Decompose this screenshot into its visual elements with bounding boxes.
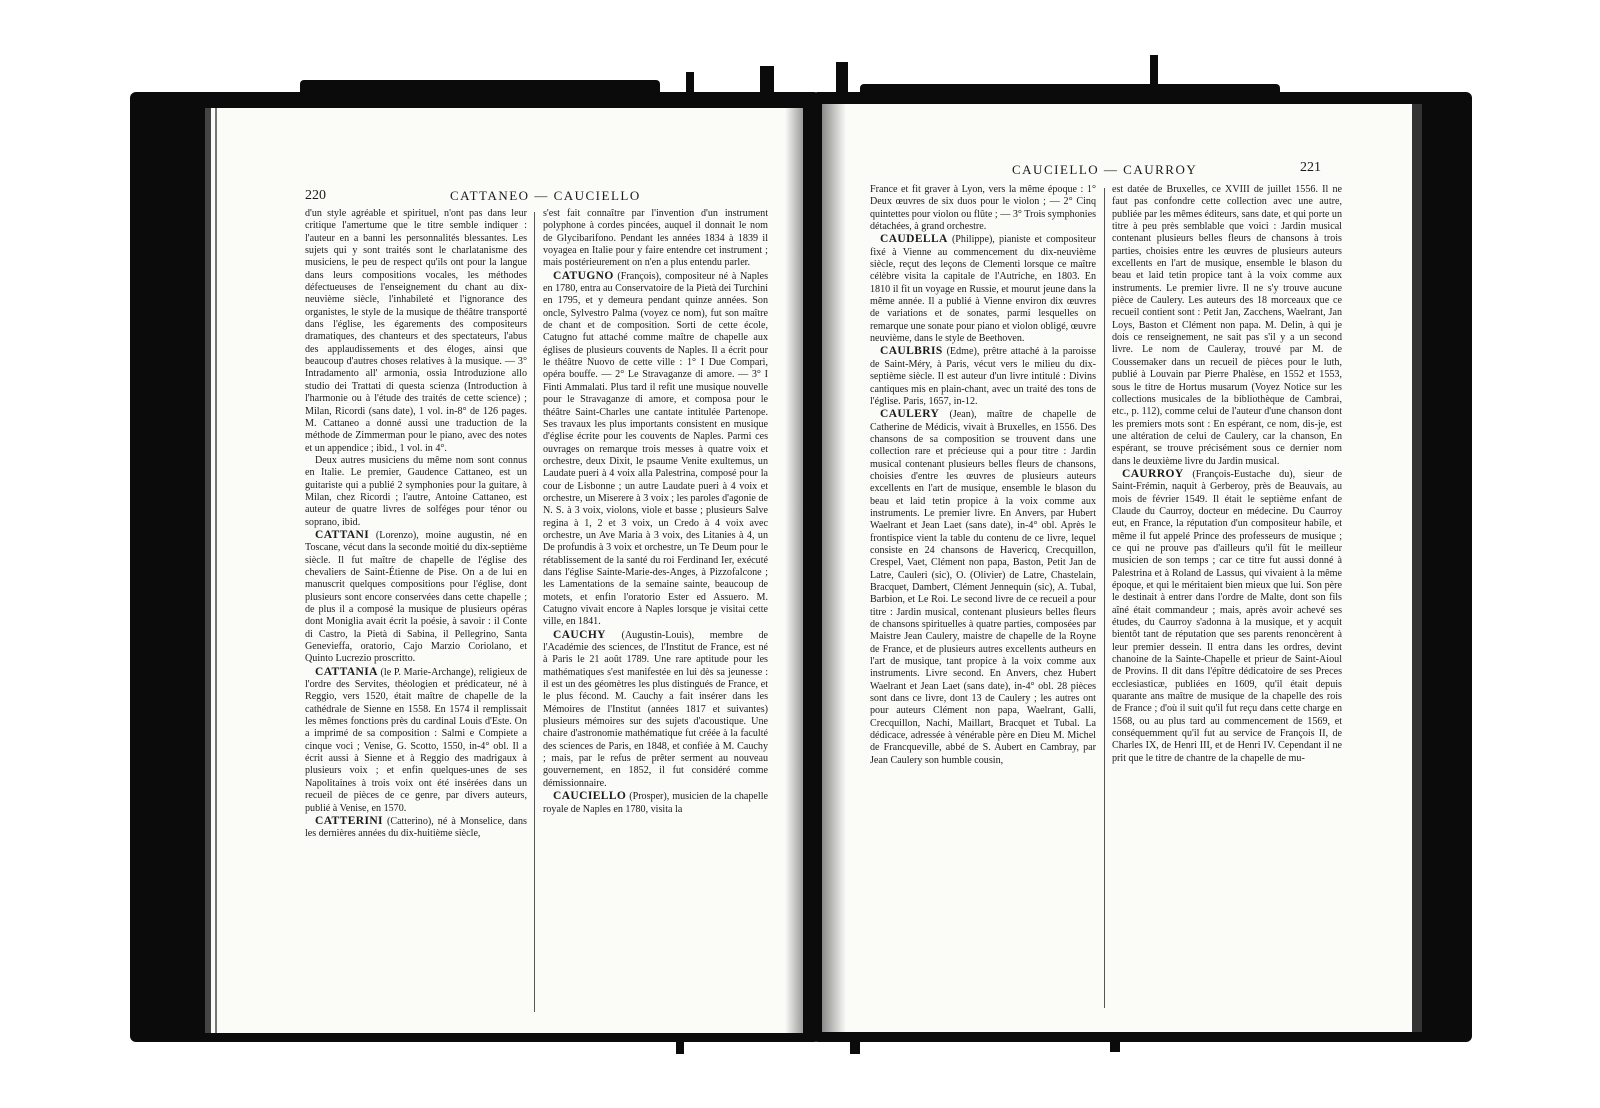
entry-text: d'un style agréable et spirituel, n'ont pas dans leur critique l'amertume que le titre semble indiquer : l'auteur en a banni les personnalités blessantes. Les sujets qui y sont traités sont le charlatanisme des musiciens, le peu de respect qu'ils ont pour la langue dans leurs compositions vocales, les méthodes défectueuses de l'enseignement du chant au dix-neuvième siècle, l'inhabileté et l'ignorance des organistes, le style de la musique de théâtre transporté dans l'église, les égarements des compositeurs dramatiques, des chanteurs et des spectateurs, l'abus des applaudissements et des éloges, ainsi que beaucoup d'autres choses relatives à la musique. — 3° Intradamento all' armonia, ossia Introduzione allo studio dei Trattati di questa scienza (Introduction à l'harmonie ou à l'étude des traités de cette science) ; Milan, Ricordi (sans date), 1 vol. in-8° de 126 pages. M. Cattaneo a donné aussi une traduction de la méthode de Zimmerman pour le piano, avec des notes et un appendice ; ibid., 1 vol. in 4°. (305, 208, 527, 454)
entry-text: France et fit graver à Lyon, vers la même époque : 1° Deux œuvres de six duos pour le violon ; — 2° Cinq quintettes pour violon ou flûte ; — 3° Trois symphonies détachées, à grand orchestre. (870, 184, 1096, 233)
entry-paragraph (870, 233, 1096, 345)
entry-text: (Philippe), pianiste et compositeur fixé à Vienne au commencement du dix-neuvième siècle, reçut des leçons de Clementi lorsque ce maître célèbre visita la capitale de l'Autriche, en 1803. En 1810 il fit un voyage en Russie, et mourut jeune dans la même année. Il a publié à Vienne environ dix œuvres de variations et de sonates, parmi lesquelles on remarque une sonate pour piano et violon obligé, œuvre neuvième, dans le style de Beethoven. (870, 234, 1096, 345)
bookmark-tab-4 (1150, 55, 1158, 97)
left-column-1 (305, 208, 527, 1033)
entry-text: (le P. Marie-Archange), religieux de l'ordre des Servites, théologien et prédicateur, né à Reggio, vers 1520, était maître de chapelle de la cathédrale de Sienne en 1558. En 1574 il remplissait les mêmes fonctions près du cardinal Louis d'Este. On a imprimé de sa composition : Salmi e Compiete a cinque voci ; Venise, G. Scotto, 1550, in-4° obl. Il a écrit aussi à Sienne et à Reggio des madrigaux à plusieurs voix ; et enfin quelques-unes de ses Napolitaines à trois voix ont été insérées dans un recueil de pièces de ce genre, par divers auteurs, publié à Venise, en 1570. (305, 666, 527, 814)
bookmark-tab-3 (836, 62, 848, 102)
left-page-stacked-edges (205, 108, 211, 1033)
entry-paragraph (870, 184, 1096, 233)
right-running-head: CAUCIELLO — CAURROY (1012, 162, 1198, 177)
entry-text: (François), compositeur né à Naples en 1780, entra au Conservatoire de la Pietà dei Turchini en 1795, et y demeura pendant quinze années. Son oncle, Sylvestro Palma (voyez ce nom), fut son maître de chant et de composition. Sorti de cette école, Catugno fut attaché comme maître de chapelle aux églises de plusieurs couvents de Naples. Il a écrit pour le théâtre Nuovo de cette ville : 1° I Due Compari, opéra bouffe. — 2° Le Stravaganze di amore. — 3° I Finti Ammalati. Plus tard il refit une musique nouvelle pour le Stravaganze di amore, et composa pour le théâtre Saint-Charles une cantate intitulée Partenope. Ses travaux les plus importants consistent en musique d'église écrite pour les couvents de Naples. Parmi ces ouvrages on remarque trois messes à quatre voix et orchestre, deux Dixit, le psaume Venite exultemus, un Laudate pueri à 4 voix alla Palestrina, composé pour la cour de Lisbonne ; un autre Laudate pueri à 4 voix et orchestre, un Miserere à 3 voix ; les paroles d'agonie de N. S. à 3 voix, violons, viole et basse ; plusieurs Salve regina à 1, 2 et 3 voix, un Credo à 4 voix avec orchestre, un Ave Maria à 3 voix, des Litanies à 4, un De profundis à 3 voix et orchestre, un Te Deum pour le rétablissement de la santé du roi Ferdinand Ier, exécuté dans l'église Sainte-Marie-des-Anges, à Pizzofalcone ; les Lamentations de la semaine sainte, beaucoup de motets, et enfin l'oratorio Ester ed Assuero. M. Catugno vivait encore à Naples lorsque je visitai cette ville, en 1841. (543, 270, 768, 628)
entry-paragraph (305, 666, 527, 815)
right-page (822, 104, 1422, 1032)
entry-text: (Jean), maître de chapelle de Catherine de Médicis, vivait à Bruxelles, en 1556. Des chansons de sa composition se trouvent dans une collection rare et précieuse qui a pour titre : Jardin musical contenant plusieurs belles fleurs de chansons, choisies d'entre les œuvres de plusieurs auteurs excellents en l'art de musique, ensemble le blason du beau et laid tetin propice à la voix comme aux instruments. Le premier livre. En Anvers, par Hubert Waelrant et Jean Laet (sans date), in-4° obl. Après le frontispice vient la table du contenu de ce livre, lequel consiste en 24 chansons de Havericq, Crecquillon, Crespel, Vaet, Clément non papa, Baston, Petit Jan de Latre, Cauleri (sic), O. (Olivier) de Latre, Chastelain, Bracquet, Dambert, Clément Jennequin (sic), A. Tubal, Barbion, et Le Roi. Le second livre de ce recueil a pour titre : Jardin musical, contenant plusieurs belles fleurs de chansons spirituelles à quatre parties, composées par Maistre Jean Caulery, maistre de chapelle de la Royne de France, et de plusieurs autres excellents autheurs en l'art de musique, tant propice à la voix comme aux instruments. Livre second. En Anvers, chez Hubert Waelrant et Jean Laet (sans date), in-4° obl. 28 pièces sont dans ce livre, dont 13 de Caulery ; les autres ont pour auteurs Clément non papa, Waelrant, Galli, Crecquillon, Nachi, Maillart, Bracquet et Tubal. La dédicace, adressée à vénérable père en Dieu M. Michel de Francqueville, abbé de S. Aubert en Cambray, par Jean Caulery son humble cousin, (870, 409, 1096, 766)
entry-text: (Lorenzo), moine augustin, né en Toscane, vécut dans la seconde moitié du dix-septième siècle. Il fut maître de chapelle de l'église des chevaliers de Saint-Étienne de Pise. On a de lui en manuscrit quelques compositions pour l'église, dont plusieurs sont encore conservées dans cette chapelle ; de plus il a composé la musique de plusieurs opéras dont Moniglia avait écrit la poésie, à savoir : il Conte di Castro, la Pietà di Sabina, il Pellegrino, Santa Genevieffa, oratorio, Cajo Marzio Coriolano, et Quinto Lucrezio proscritto. (305, 529, 527, 665)
entry-headword: CATTERINI (315, 814, 383, 827)
left-page-gutter-shadow (785, 108, 803, 1033)
entry-paragraph (305, 815, 527, 841)
entry-paragraph (870, 345, 1096, 408)
entry-paragraph (1112, 468, 1342, 765)
entry-text: est datée de Bruxelles, ce XVIII de juillet 1556. Il ne faut pas confondre cette collection avec une autre, publiée par les mêmes éditeurs, sans date, et qui porte un titre à peu près semblable que voici : Jardin musical contenant plusieurs belles fleurs de chansons à trois parties, choisies entre les œuvres de plusieurs auteurs excellents en l'art de musique, ensemble le blason du beau et laid tetin propice tant à la voix comme aux instruments. Le premier livre. Il ne s'y trouve aucune pièce de Caulery. Les auteurs des 18 morceaux que ce recueil contient sont : Petit Jan, Zacchens, Waelrant, Jan Loys, Baston et Clément non papa. M. Delin, à qui je dois ce renseignement, ne sait pas s'il y a un second livre. Le nom de Cauleray, trouvé par M. de Coussemaker dans un recueil de pièces pour le luth, publié à Louvain par Pierre Phalèse, en 1552 et 1553, sous le titre de Hortus musarum (Voyez Notice sur les collections musicales de la bibliothèque de Cambrai, etc., p. 112), comme celui de l'auteur d'une chanson dont les premiers mots sont : En espérant, ce nom, dis-je, est une altération de celui de Caulery, car la chanson, En espérant, se trouve précisément sous ce dernier nom dans le deuxième livre du Jardin musical. (1112, 184, 1342, 467)
right-column-1 (870, 184, 1096, 1024)
right-column-2 (1112, 184, 1342, 1024)
entry-headword: CAULERY (880, 408, 940, 421)
entry-paragraph (1112, 184, 1342, 468)
entry-text: Deux autres musiciens du même nom sont connus en Italie. Le premier, Gaudence Cattaneo, est un guitariste qui a publié 2 symphonies pour la guitare, à Milan, chez Ricordi ; l'autre, Antoine Cattaneo, est auteur de quatre livres de solféges pour ténor ou soprano, ibid. (305, 454, 527, 528)
right-page-outer-edge (1412, 104, 1422, 1032)
entry-text: (Catterino), né à Monselice, dans les dernières années du dix-huitième siècle, (305, 815, 527, 840)
entry-headword: CAUCHY (553, 628, 606, 641)
entry-paragraph (543, 790, 768, 816)
entry-paragraph (543, 270, 768, 629)
cover-edge-top-left (300, 80, 660, 102)
entry-text: s'est fait connaître par l'invention d'un instrument polyphone à cordes pincées, auquel il donnait le nom de Glycibarifono. Pendant les années 1834 à 1839 il voyagea en Italie pour y faire entendre cet instrument ; mais postérieurement on n'en a plus entendu parler. (543, 208, 768, 269)
entry-paragraph (305, 455, 527, 529)
bookmark-tab-1 (686, 72, 694, 102)
entry-text: (Edme), prêtre attaché à la paroisse de Saint-Méry, à Paris, vécut vers le milieu du dix-septième siècle. Il est auteur d'un livre intitulé : Divins cantiques mis en plain-chant, avec un traité des tons de l'église. Paris, 1657, in-12. (870, 346, 1096, 407)
entry-headword: CATTANIA (315, 665, 378, 678)
left-column-rule (534, 212, 535, 1012)
entry-paragraph (870, 408, 1096, 767)
right-page-number: 221 (1300, 160, 1321, 175)
bookmark-tab-bottom-2 (850, 1030, 860, 1054)
left-page (205, 108, 803, 1033)
entry-headword: CATTANI (315, 528, 370, 541)
right-page-gutter-shadow (822, 104, 846, 1032)
entry-headword: CAULBRIS (880, 345, 943, 358)
entry-paragraph (305, 208, 527, 455)
entry-paragraph (543, 629, 768, 790)
entry-headword: CAUCIELLO (553, 790, 627, 803)
bookmark-tab-bottom-1 (676, 1030, 684, 1054)
bookmark-tab-2 (760, 66, 774, 102)
left-column-2 (543, 208, 768, 1033)
entry-paragraph (305, 529, 527, 666)
bookmark-tab-bottom-3 (1110, 1030, 1120, 1052)
cover-edge-top-right (860, 84, 1280, 102)
left-page-number: 220 (305, 188, 326, 203)
entry-headword: CAURROY (1122, 467, 1184, 480)
entry-headword: CATUGNO (553, 269, 614, 282)
entry-text: (François-Eustache du), sieur de Saint-Frémin, naquit à Gerberoy, près de Beauvais, au mois de février 1549. Il était le septième enfant de Claude du Caurroy, docteur en médecine. Du Caurroy eut, en France, la réputation d'un compositeur habile, et même il fut appelé Prince des professeurs de musique ; ce qui ne prouve pas d'ailleurs qu'il fût le meilleur musicien de son temps ; car ce titre fut aussi donné à Palestrina et à Roland de Lassus, qui vivaient à la même époque, et qui le méritaient bien mieux que lui. Son père le destinait à entrer dans l'ordre de Malte, dont son fils aîné était commandeur ; mais, après avoir achevé ses études, du Caurroy s'adonna à la musique, et y acquit bientôt tant de réputation que ses parents renoncèrent à leur premier dessein. Il entra dans les ordres, devint chanoine de la Sainte-Chapelle et prieur de Saint-Aioul de Provins. Il dit dans l'épître dédicatoire de ses Preces ecclesiasticæ, publiées en 1609, qu'il était depuis quarante ans maître de musique de la chapelle des rois de France ; d'où il suit qu'il fut reçu dans cette charge en 1568, ou au plus tard au commencement de 1569, et conséquemment qu'il fut au service de François II, de Charles IX, de Henri III, et de Henri IV. Cependant il ne prit que le titre de chantre de la chapelle de mu- (1112, 468, 1342, 764)
entry-text: (Prosper), musicien de la chapelle royale de Naples en 1780, visita la (543, 791, 768, 815)
entry-paragraph (543, 208, 768, 270)
left-running-head: CATTANEO — CAUCIELLO (450, 188, 641, 203)
right-column-rule (1104, 188, 1105, 1008)
left-page-stacked-edges-2 (215, 108, 217, 1033)
entry-text: (Augustin-Louis), membre de l'Académie des sciences, de l'Institut de France, est né à Paris le 21 août 1789. Une rare aptitude pour les mathématiques s'est manifestée en lui dès sa jeunesse : il est un des géomètres les plus distingués de France, et le plus fécond. M. Cauchy a fait insérer dans les Mémoires de l'Institut (années 1817 et suivantes) plusieurs mémoires sur des sujets d'acoustique. Une chaire d'astronomie mathématique fut créée à la faculté des sciences de Paris, en 1848, et confiée à M. Cauchy ; mais, par le refus de prêter serment au nouveau gouvernement, en 1852, il fut considéré comme démissionnaire. (543, 629, 768, 789)
entry-headword: CAUDELLA (880, 233, 948, 246)
